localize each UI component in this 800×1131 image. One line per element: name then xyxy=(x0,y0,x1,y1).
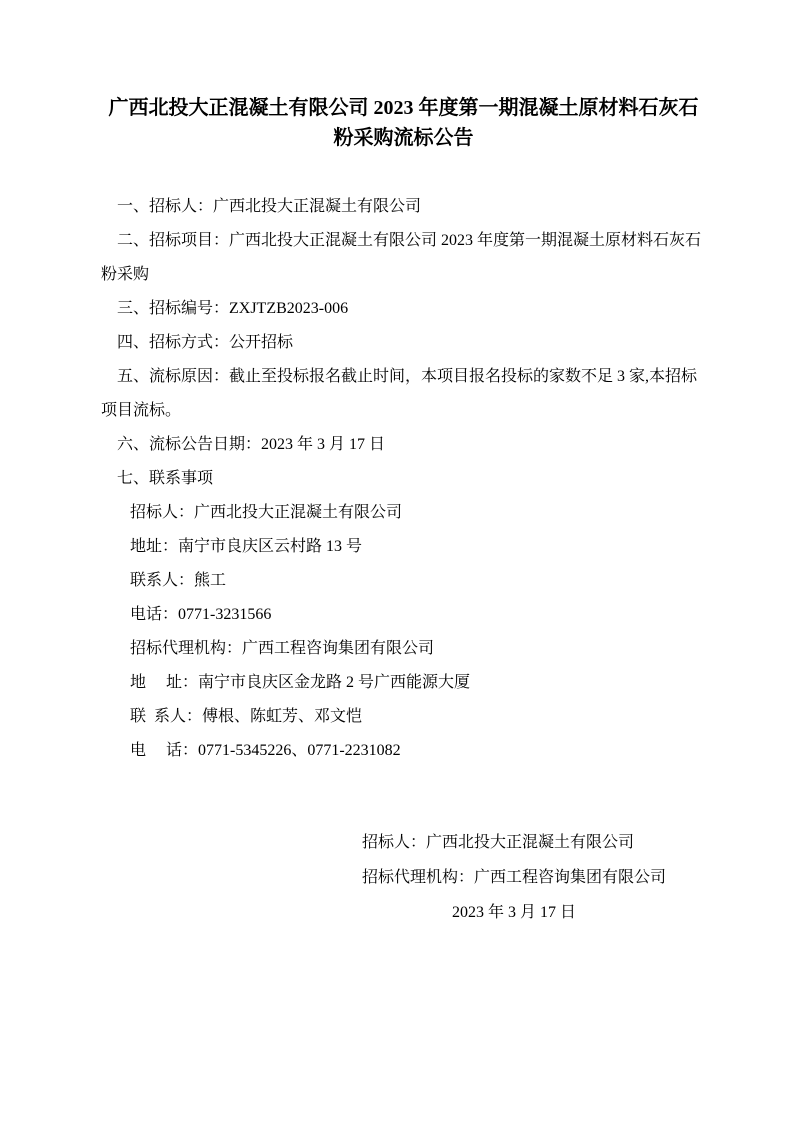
paragraph-line: 四、招标方式：公开招标 xyxy=(117,334,294,351)
paragraph-line: 招标人：广西北投大正混凝土有限公司 xyxy=(130,504,403,521)
signature-date: 2023 年 3 月 17 日 xyxy=(452,904,577,921)
paragraph-line: 三、招标编号：ZXJTZB2023-006 xyxy=(117,300,349,317)
paragraph-line: 地址：南宁市良庆区云村路 13 号 xyxy=(130,538,363,555)
paragraph-line: 电 话：0771-5345226、0771-2231082 xyxy=(130,742,401,759)
signature-bidder-line: 招标人：广西北投大正混凝土有限公司 xyxy=(362,834,635,851)
paragraph-line: 七、联系事项 xyxy=(117,470,214,487)
document-body xyxy=(101,190,706,768)
paragraph-line: 五、流标原因：截止至投标报名截止时间，本项目报名投标的家数不足 3 家,本招标项目流标。 xyxy=(101,368,698,419)
paragraph-line: 联系人：熊工 xyxy=(130,572,227,589)
paragraph-line: 地 址：南宁市良庆区金龙路 2 号广西能源大厦 xyxy=(130,674,471,691)
signature-block xyxy=(362,825,666,930)
paragraph-line: 六、流标公告日期：2023 年 3 月 17 日 xyxy=(117,436,386,453)
signature-agency-line: 招标代理机构：广西工程咨询集团有限公司 xyxy=(362,869,667,886)
paragraph-line: 电话：0771-3231566 xyxy=(130,606,272,623)
paragraph-line: 一、招标人：广西北投大正混凝土有限公司 xyxy=(117,198,422,215)
paragraph-line: 二、招标项目：广西北投大正混凝土有限公司 2023 年度第一期混凝土原材料石灰石粉采购 xyxy=(101,232,702,283)
paragraph-line: 招标代理机构：广西工程咨询集团有限公司 xyxy=(130,640,435,657)
paragraph-line: 联 系人：傅根、陈虹芳、邓文恺 xyxy=(130,708,363,725)
page-title: 广西北投大正混凝土有限公司 2023 年度第一期混凝土原材料石灰石粉采购流标公告 xyxy=(108,97,699,149)
